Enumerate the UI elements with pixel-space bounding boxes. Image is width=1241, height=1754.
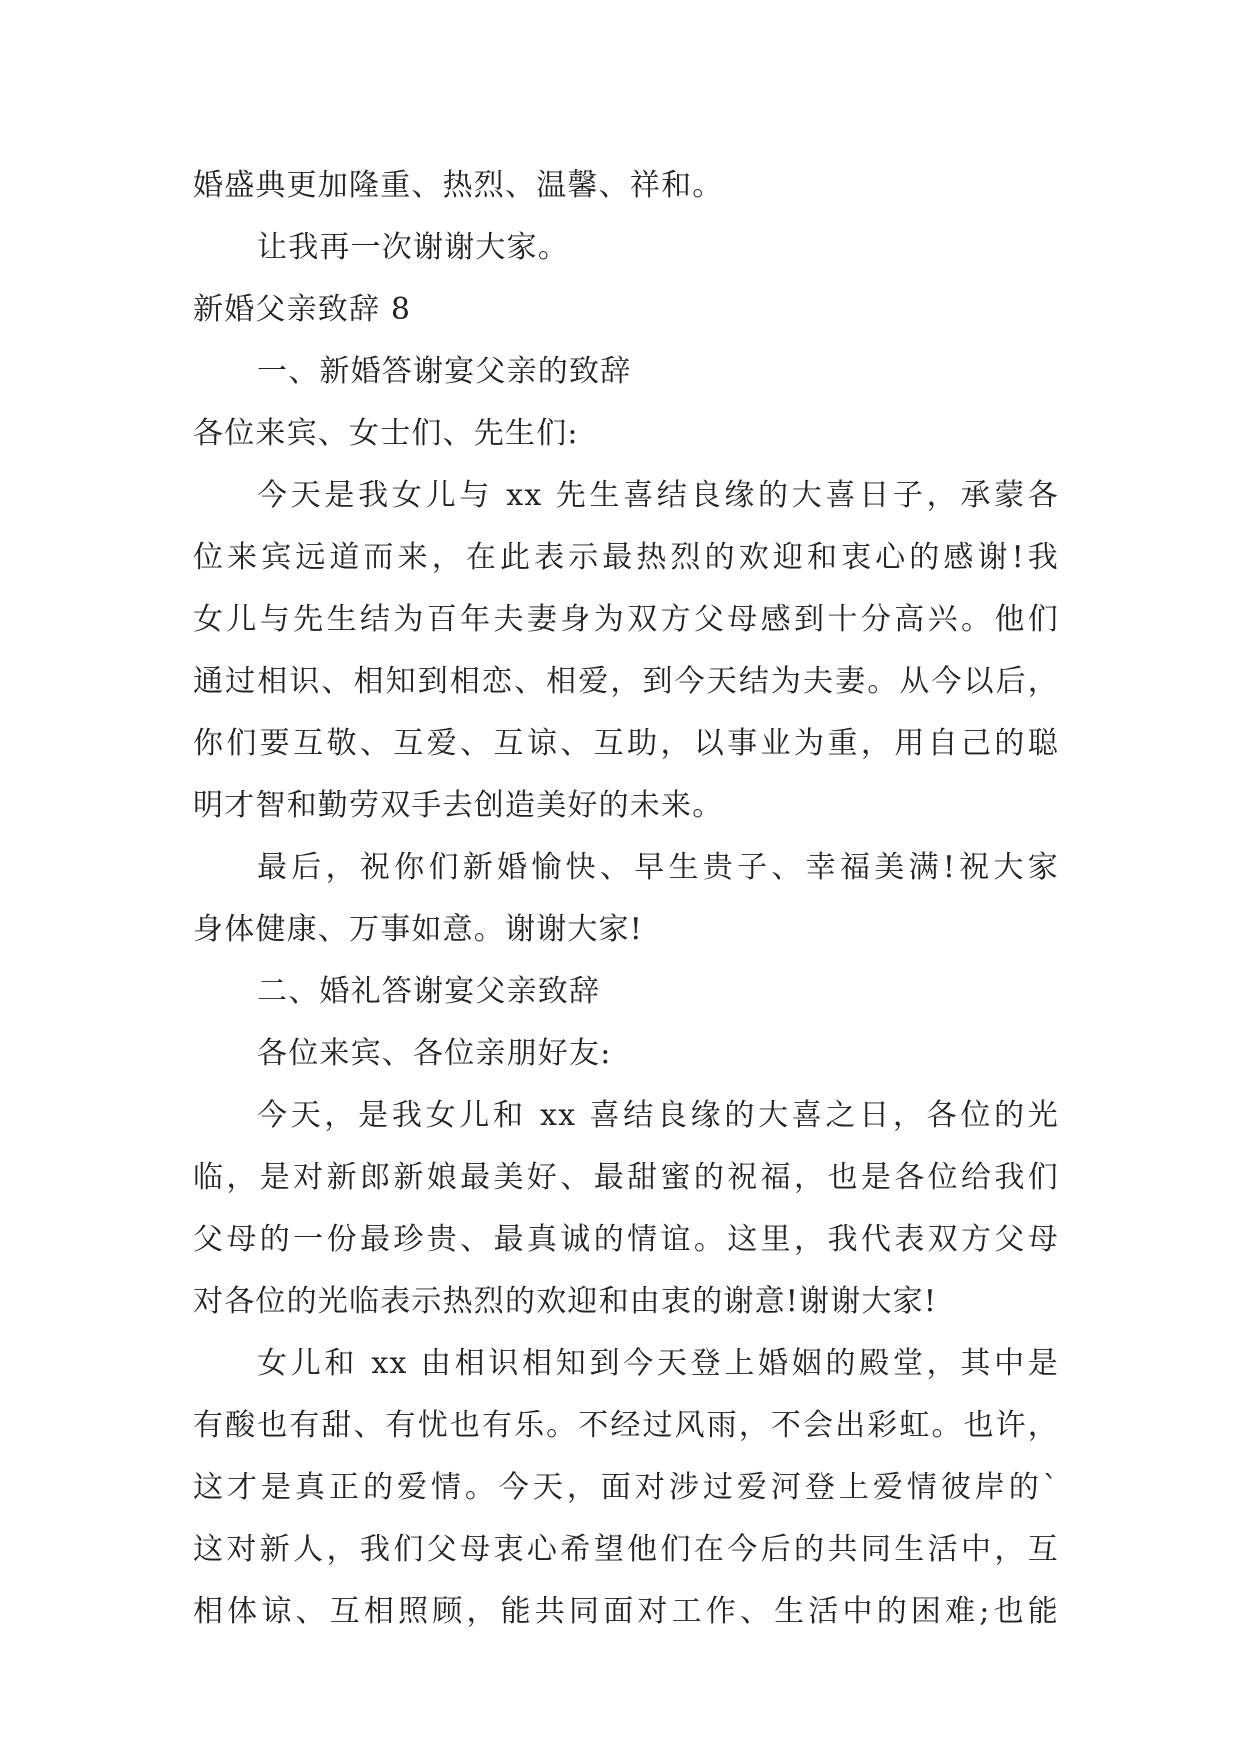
text-line: 身体健康、万事如意。谢谢大家! xyxy=(193,912,644,947)
text-line: 今天，是我女儿和 xx 喜结良缘的大喜之日，各位的光 xyxy=(257,1098,1059,1133)
text-line: 对各位的光临表示热烈的欢迎和由衷的谢意!谢谢大家! xyxy=(193,1284,938,1319)
text-line: 女儿与先生结为百年夫妻身为双方父母感到十分高兴。他们 xyxy=(193,602,1059,637)
text-line: 这才是真正的爱情。今天，面对涉过爱河登上爱情彼岸的` xyxy=(193,1470,1059,1505)
text-line: 今天是我女儿与 xx 先生喜结良缘的大喜日子，承蒙各 xyxy=(257,478,1059,513)
text-line: 父母的一份最珍贵、最真诚的情谊。这里，我代表双方父母 xyxy=(193,1222,1059,1257)
text-line: 通过相识、相知到相恋、相爱，到今天结为夫妻。从今以后， xyxy=(193,664,1059,699)
text-line: 明才智和勤劳双手去创造美好的未来。 xyxy=(193,788,724,823)
subsection-heading: 二、婚礼答谢宴父亲致辞 xyxy=(257,974,601,1009)
text-line: 有酸也有甜、有忧也有乐。不经过风雨，不会出彩虹。也许， xyxy=(193,1408,1059,1443)
text-line: 让我再一次谢谢大家。 xyxy=(257,230,569,265)
section-heading: 新婚父亲致辞 8 xyxy=(193,292,412,327)
text-line: 婚盛典更加隆重、热烈、温馨、祥和。 xyxy=(193,168,724,203)
text-line: 位来宾远道而来，在此表示最热烈的欢迎和衷心的感谢!我 xyxy=(193,540,1059,575)
salutation: 各位来宾、女士们、先生们: xyxy=(193,416,579,451)
document-page xyxy=(193,155,1059,1643)
text-line: 女儿和 xx 由相识相知到今天登上婚姻的殿堂，其中是 xyxy=(257,1346,1059,1381)
text-line: 你们要互敬、互爱、互谅、互助，以事业为重，用自己的聪 xyxy=(193,726,1059,761)
text-line: 临，是对新郎新娘最美好、最甜蜜的祝福，也是各位给我们 xyxy=(193,1160,1059,1195)
salutation: 各位来宾、各位亲朋好友: xyxy=(257,1036,612,1071)
text-line: 这对新人，我们父母衷心希望他们在今后的共同生活中，互 xyxy=(193,1532,1059,1567)
text-line: 相体谅、互相照顾，能共同面对工作、生活中的困难;也能 xyxy=(193,1594,1059,1629)
text-line: 最后，祝你们新婚愉快、早生贵子、幸福美满!祝大家 xyxy=(257,850,1059,885)
subsection-heading: 一、新婚答谢宴父亲的致辞 xyxy=(257,354,632,389)
